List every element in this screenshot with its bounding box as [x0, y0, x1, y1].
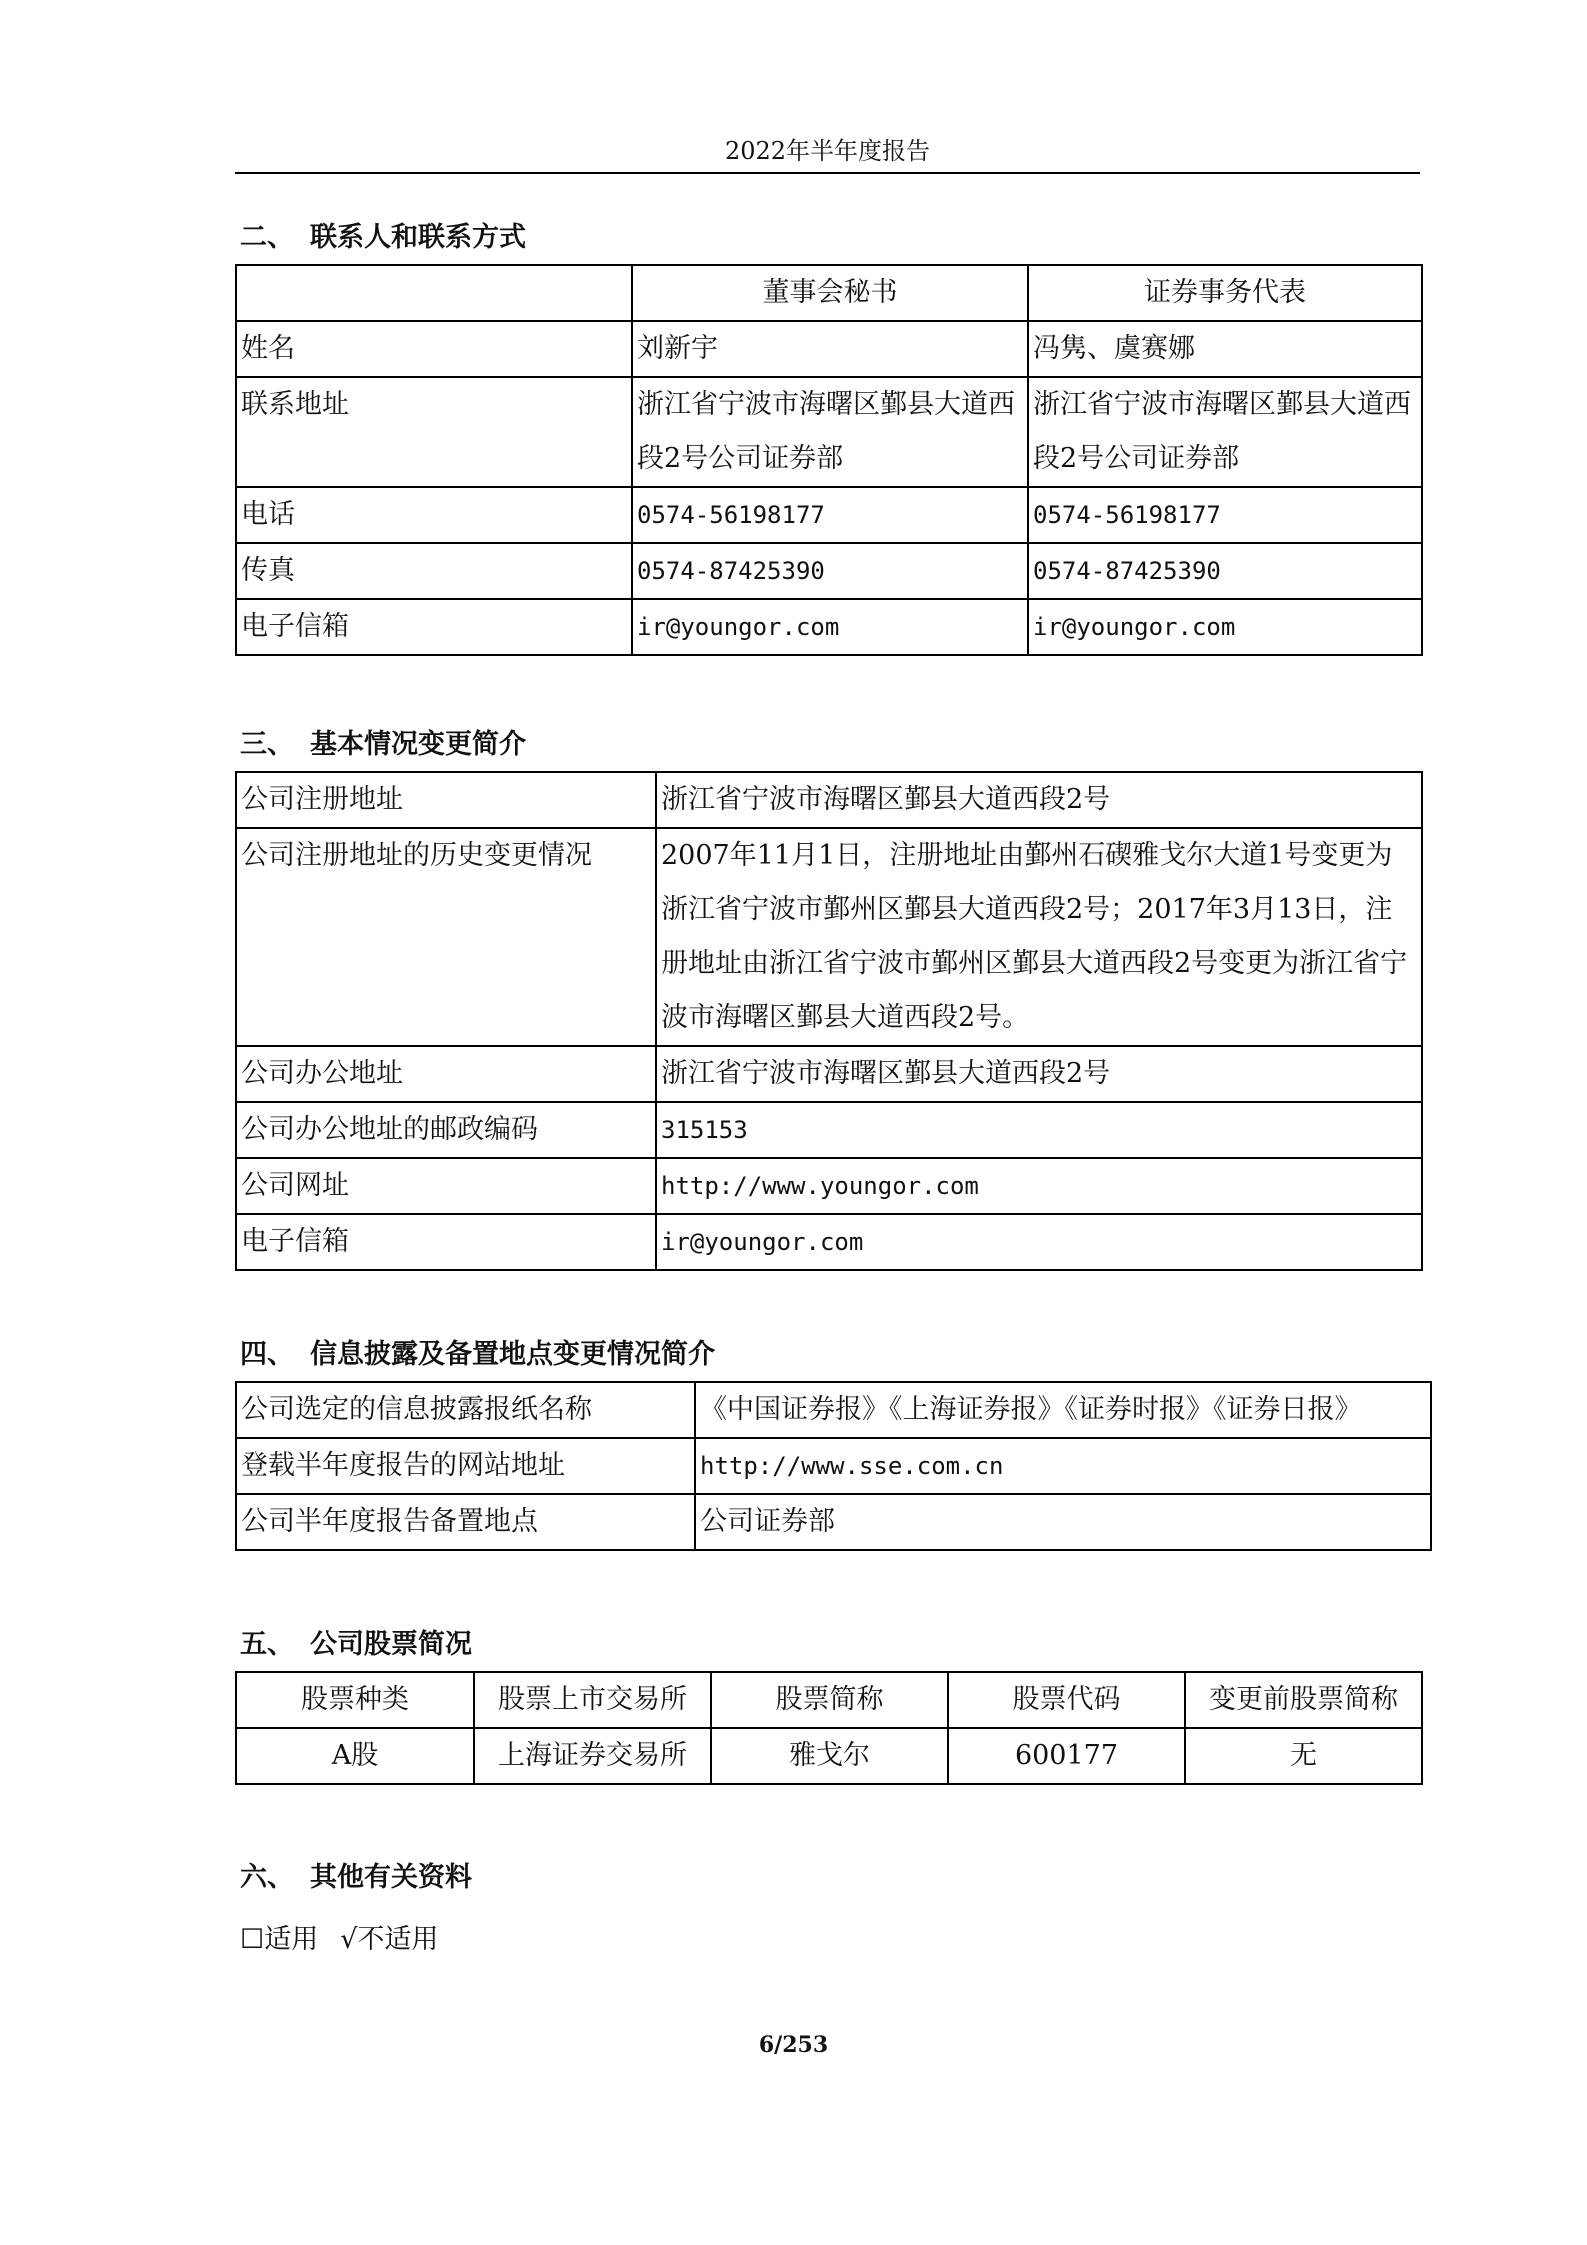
page-header	[235, 130, 1420, 174]
section-5-title	[240, 1625, 472, 1665]
table-row	[236, 543, 1422, 599]
basic-info-table	[235, 771, 1423, 1271]
representative-phone: 0574-56198177	[1028, 487, 1422, 543]
section-5-heading: 公司股票简况	[310, 1629, 472, 1660]
report-website: http://www.sse.com.cn	[695, 1438, 1431, 1494]
page-number: 6/253	[758, 2032, 829, 2058]
disclosure-newspapers: 《中国证券报》《上海证券报》《证券时报》《证券日报》	[695, 1382, 1431, 1438]
header-cell-exchange: 股票上市交易所	[474, 1672, 711, 1728]
option-not-applicable: √不适用	[340, 1924, 439, 1955]
row-label: 公司注册地址	[236, 772, 656, 828]
header-cell-stock-code: 股票代码	[948, 1672, 1185, 1728]
report-location: 公司证券部	[695, 1494, 1431, 1550]
secretary-address: 浙江省宁波市海曙区鄞县大道西段2号公司证券部	[632, 377, 1028, 487]
representative-address: 浙江省宁波市海曙区鄞县大道西段2号公司证券部	[1028, 377, 1422, 487]
section-3-heading: 基本情况变更简介	[310, 729, 526, 760]
stock-type: A股	[236, 1728, 474, 1784]
contact-table	[235, 264, 1423, 656]
representative-email: ir@youngor.com	[1028, 599, 1422, 655]
table-row	[236, 599, 1422, 655]
row-label: 公司网址	[236, 1158, 656, 1214]
table-row	[236, 772, 1422, 828]
table-row	[236, 1102, 1422, 1158]
address-change-history: 2007年11月1日，注册地址由鄞州石碶雅戈尔大道1号变更为浙江省宁波市鄞州区鄞县大道西段2号；2017年3月13日，注册地址由浙江省宁波市鄞州区鄞县大道西段2号变更为浙江省宁波市海曙区鄞县大道西段2号。	[656, 828, 1422, 1046]
header-cell-empty	[236, 265, 632, 321]
secretary-phone: 0574-56198177	[632, 487, 1028, 543]
table-row	[236, 1158, 1422, 1214]
header-cell-representative: 证券事务代表	[1028, 265, 1422, 321]
row-label: 公司注册地址的历史变更情况	[236, 828, 656, 1046]
former-abbreviation: 无	[1185, 1728, 1422, 1784]
table-row	[236, 828, 1422, 1046]
section-4-number: 四、	[240, 1339, 294, 1370]
header-cell-stock-type: 股票种类	[236, 1672, 474, 1728]
stock-table	[235, 1671, 1423, 1785]
row-label: 公司办公地址	[236, 1046, 656, 1102]
section-4-heading: 信息披露及备置地点变更情况简介	[310, 1339, 715, 1370]
table-row	[236, 321, 1422, 377]
table-row	[236, 1438, 1431, 1494]
row-label: 公司选定的信息披露报纸名称	[236, 1382, 695, 1438]
section-4-title	[240, 1335, 715, 1375]
stock-exchange: 上海证券交易所	[474, 1728, 711, 1784]
table-row	[236, 377, 1422, 487]
table-row	[236, 1382, 1431, 1438]
section-6-number: 六、	[240, 1862, 294, 1893]
representative-fax: 0574-87425390	[1028, 543, 1422, 599]
row-label: 联系地址	[236, 377, 632, 487]
row-label: 公司半年度报告备置地点	[236, 1494, 695, 1550]
stock-abbreviation: 雅戈尔	[711, 1728, 948, 1784]
table-row	[236, 1728, 1422, 1784]
section-2-title	[240, 218, 526, 258]
table-row	[236, 1214, 1422, 1270]
office-address: 浙江省宁波市海曙区鄞县大道西段2号	[656, 1046, 1422, 1102]
stock-code: 600177	[948, 1728, 1185, 1784]
table-header-row	[236, 1672, 1422, 1728]
option-applicable: ☐适用	[240, 1924, 319, 1955]
row-label: 传真	[236, 543, 632, 599]
row-label: 电子信箱	[236, 599, 632, 655]
table-row	[236, 1494, 1431, 1550]
header-cell-secretary: 董事会秘书	[632, 265, 1028, 321]
secretary-email: ir@youngor.com	[632, 599, 1028, 655]
row-label: 电子信箱	[236, 1214, 656, 1270]
secretary-name: 刘新宇	[632, 321, 1028, 377]
report-title: 2022年半年度报告	[724, 137, 931, 165]
company-website: http://www.youngor.com	[656, 1158, 1422, 1214]
section-6-heading: 其他有关资料	[310, 1862, 472, 1893]
representative-name: 冯隽、虞赛娜	[1028, 321, 1422, 377]
company-email: ir@youngor.com	[656, 1214, 1422, 1270]
applicability-options	[240, 1920, 438, 1960]
registered-address: 浙江省宁波市海曙区鄞县大道西段2号	[656, 772, 1422, 828]
section-3-number: 三、	[240, 729, 294, 760]
section-2-heading: 联系人和联系方式	[310, 222, 526, 253]
secretary-fax: 0574-87425390	[632, 543, 1028, 599]
postal-code: 315153	[656, 1102, 1422, 1158]
section-2-number: 二、	[240, 222, 294, 253]
section-6-title	[240, 1858, 472, 1898]
row-label: 姓名	[236, 321, 632, 377]
header-cell-stock-abbr: 股票简称	[711, 1672, 948, 1728]
row-label: 公司办公地址的邮政编码	[236, 1102, 656, 1158]
row-label: 登载半年度报告的网站地址	[236, 1438, 695, 1494]
section-3-title	[240, 725, 526, 765]
table-row	[236, 1046, 1422, 1102]
disclosure-table	[235, 1381, 1432, 1551]
table-header-row	[236, 265, 1422, 321]
section-5-number: 五、	[240, 1629, 294, 1660]
header-cell-former-abbr: 变更前股票简称	[1185, 1672, 1422, 1728]
table-row	[236, 487, 1422, 543]
row-label: 电话	[236, 487, 632, 543]
